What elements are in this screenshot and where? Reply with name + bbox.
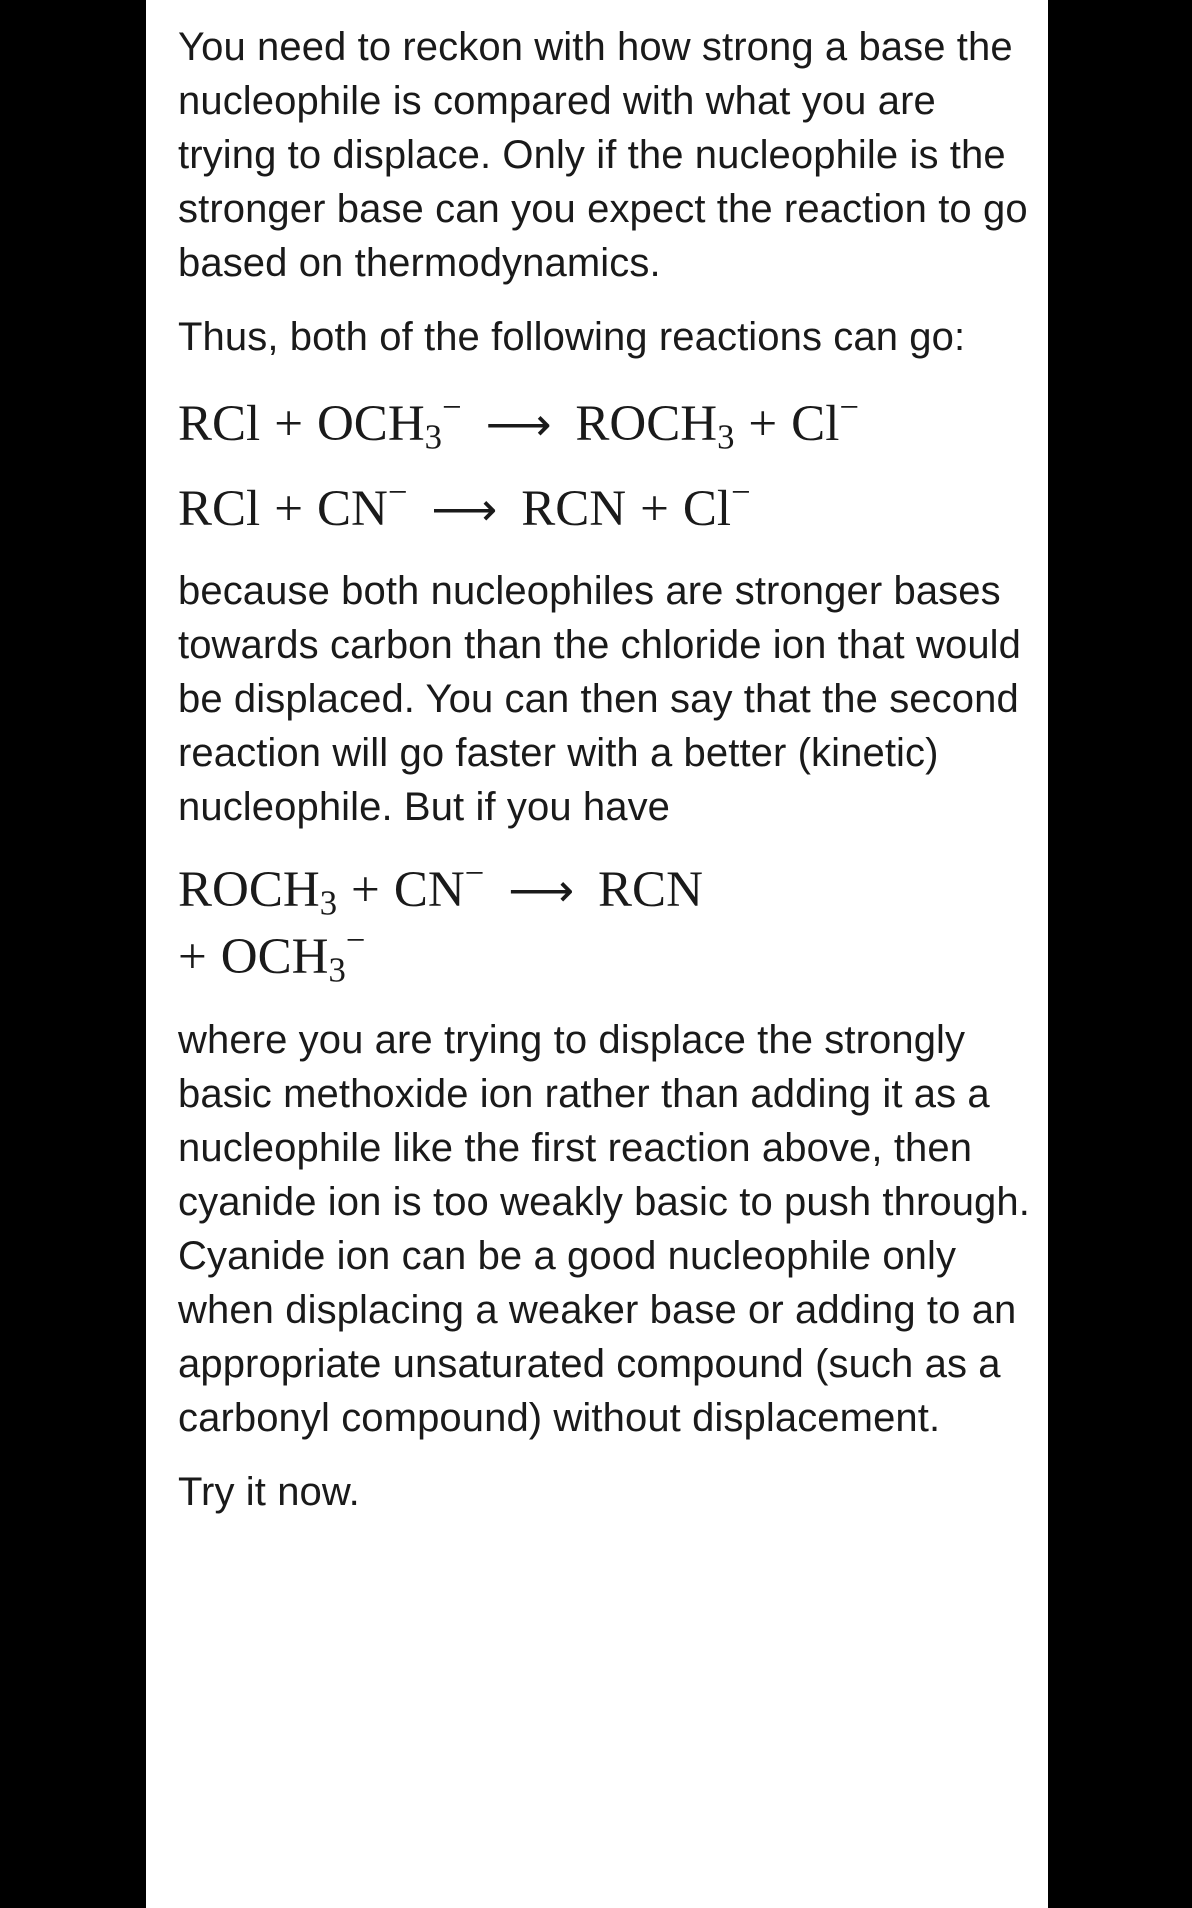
eq2-reactant-2: CN (316, 481, 388, 537)
eq2-plus-1: + (274, 481, 303, 537)
eq3-product-1: RCN (598, 862, 703, 918)
document-page (146, 0, 1048, 1908)
eq2-plus-2: + (640, 481, 669, 537)
equation-methoxide-displacement (178, 853, 1038, 990)
eq3-product-2: OCH (220, 929, 329, 985)
eq3-reactant-1: ROCH (178, 862, 320, 918)
paragraph-thus: Thus, both of the following reactions can go: (178, 315, 966, 359)
eq3-plus-1: + (351, 862, 380, 918)
eq1-product-2-charge: − (839, 387, 859, 427)
eq2-product-1: RCN (521, 481, 627, 537)
eq1-plus-1: + (274, 396, 303, 452)
eq3-line-1 (178, 853, 1038, 923)
eq3-reactant-1-subscript: 3 (319, 883, 338, 923)
paragraph-because: because both nucleophiles are stronger bases towards carbon than the chloride ion that would be displaced. You can then say that the second reaction will go faster with a better (kinetic) nucleophile. But if you have (178, 569, 1022, 829)
eq3-arrow: ⟶ (508, 865, 575, 916)
eq2-product-2: Cl (682, 481, 732, 537)
eq1-product-1: ROCH (575, 396, 718, 452)
equation-methoxide-substitution (178, 387, 1038, 457)
eq1-reactant-1: RCl (178, 396, 261, 452)
eq3-plus-2: + (178, 929, 207, 985)
eq1-arrow: ⟶ (485, 399, 552, 450)
equation-cyanide-substitution (178, 472, 1038, 540)
paragraph-intro: You need to reckon with how strong a base the nucleophile is compared with what you are trying to displace. Only if the nucleophile is the stronger base can you expect the reaction to go based on thermodynamics. (178, 25, 1028, 285)
paragraph-try-it: Try it now. (178, 1470, 360, 1514)
eq3-line-2 (178, 920, 1038, 990)
eq3-product-2-charge: − (345, 920, 366, 960)
eq3-product-2-subscript: 3 (328, 950, 346, 990)
paragraph-where: where you are trying to displace the strongly basic methoxide ion rather than adding it as a nucleophile like the first reaction above, then cyanide ion is too weakly basic to push through. Cyanide ion can be a good nucleophile only when displacing a weaker base or adding to an appropriate unsaturated compound (such as a carbonyl compound) without displacement. (178, 1018, 1030, 1440)
eq1-reactant-2-charge: − (442, 387, 462, 427)
eq2-reactant-2-charge: − (387, 472, 408, 512)
eq3-reactant-2: CN (393, 862, 465, 918)
eq1-plus-2: + (748, 396, 778, 452)
eq2-arrow: ⟶ (431, 484, 498, 535)
document-content (178, 20, 1038, 1519)
eq1-product-2: Cl (791, 396, 840, 452)
eq1-reactant-2: OCH (316, 396, 425, 452)
eq1-reactant-2-subscript: 3 (424, 417, 442, 457)
eq2-reactant-1: RCl (178, 481, 261, 537)
eq3-reactant-2-charge: − (464, 853, 485, 893)
eq2-product-2-charge: − (731, 472, 751, 512)
eq1-product-1-subscript: 3 (717, 417, 735, 457)
